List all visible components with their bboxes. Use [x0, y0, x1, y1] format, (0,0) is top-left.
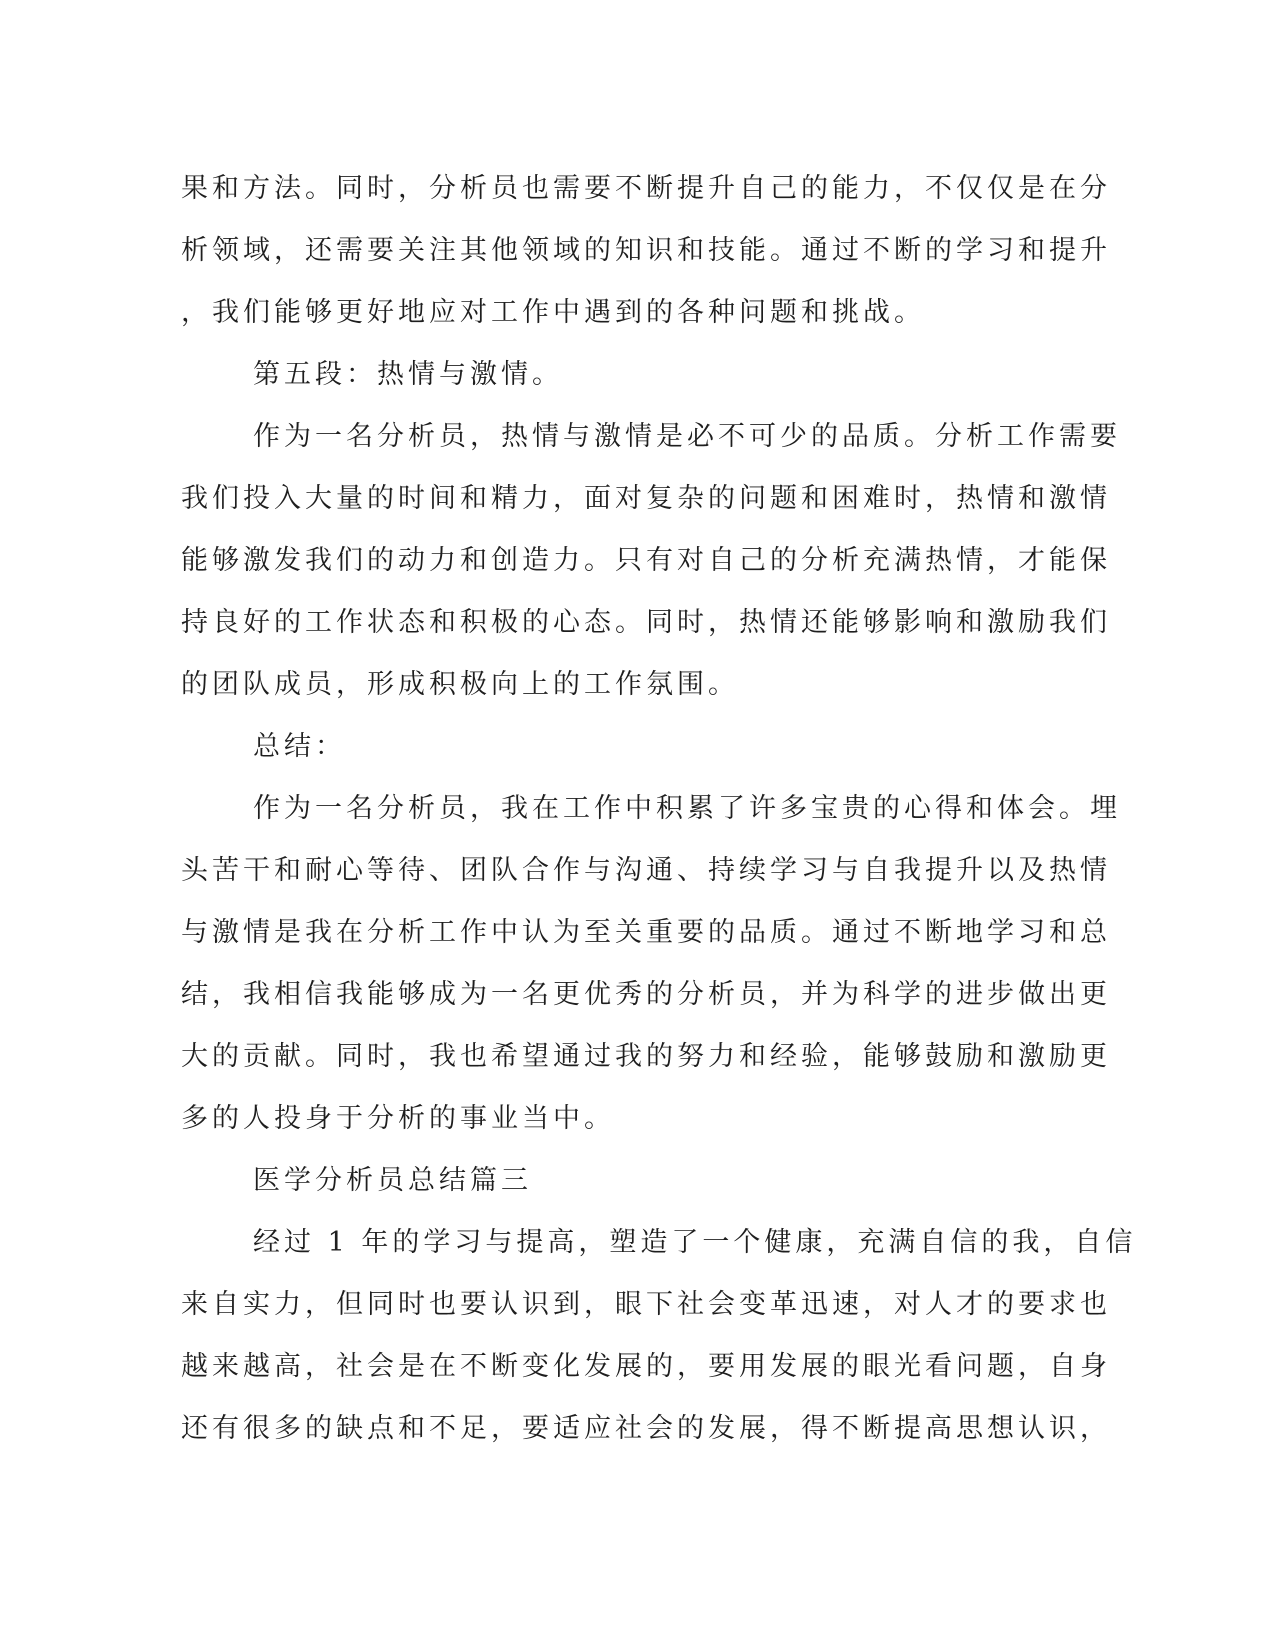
text-line-1: 果和方法。同时，分析员也需要不断提升自己的能力，不仅仅是在分: [181, 173, 1111, 204]
text-line-18: 经过 1 年的学习与提高，塑造了一个健康，充满自信的我，自信: [253, 1227, 1137, 1258]
text-line-19: 来自实力，但同时也要认识到，眼下社会变革迅速，对人才的要求也: [181, 1289, 1111, 1320]
text-line-11: 作为一名分析员，我在工作中积累了许多宝贵的心得和体会。埋: [253, 793, 1121, 824]
section-heading-five: 第五段：热情与激情。: [253, 359, 563, 390]
text-line-2: 析领域，还需要关注其他领域的知识和技能。通过不断的学习和提升: [181, 235, 1111, 266]
text-line-5: 作为一名分析员，热情与激情是必不可少的品质。分析工作需要: [253, 421, 1121, 452]
text-line-7: 能够激发我们的动力和创造力。只有对自己的分析充满热情，才能保: [181, 545, 1111, 576]
text-line-6: 我们投入大量的时间和精力，面对复杂的问题和困难时，热情和激情: [181, 483, 1111, 514]
text-line-20: 越来越高，社会是在不断变化发展的，要用发展的眼光看问题，自身: [181, 1351, 1111, 1382]
text-line-3: ，我们能够更好地应对工作中遇到的各种问题和挑战。: [181, 297, 925, 328]
text-line-15: 大的贡献。同时，我也希望通过我的努力和经验，能够鼓励和激励更: [181, 1041, 1111, 1072]
text-line-13: 与激情是我在分析工作中认为至关重要的品质。通过不断地学习和总: [181, 917, 1111, 948]
text-line-9: 的团队成员，形成积极向上的工作氛围。: [181, 669, 739, 700]
section-title-part-three: 医学分析员总结篇三: [253, 1165, 532, 1196]
text-line-16: 多的人投身于分析的事业当中。: [181, 1103, 615, 1134]
document-body: [181, 158, 1137, 1460]
text-line-8: 持良好的工作状态和积极的心态。同时，热情还能够影响和激励我们: [181, 607, 1111, 638]
text-line-21: 还有很多的缺点和不足，要适应社会的发展，得不断提高思想认识，: [181, 1413, 1111, 1444]
summary-heading: 总结：: [253, 731, 346, 762]
text-line-12: 头苦干和耐心等待、团队合作与沟通、持续学习与自我提升以及热情: [181, 855, 1111, 886]
text-line-14: 结，我相信我能够成为一名更优秀的分析员，并为科学的进步做出更: [181, 979, 1111, 1010]
